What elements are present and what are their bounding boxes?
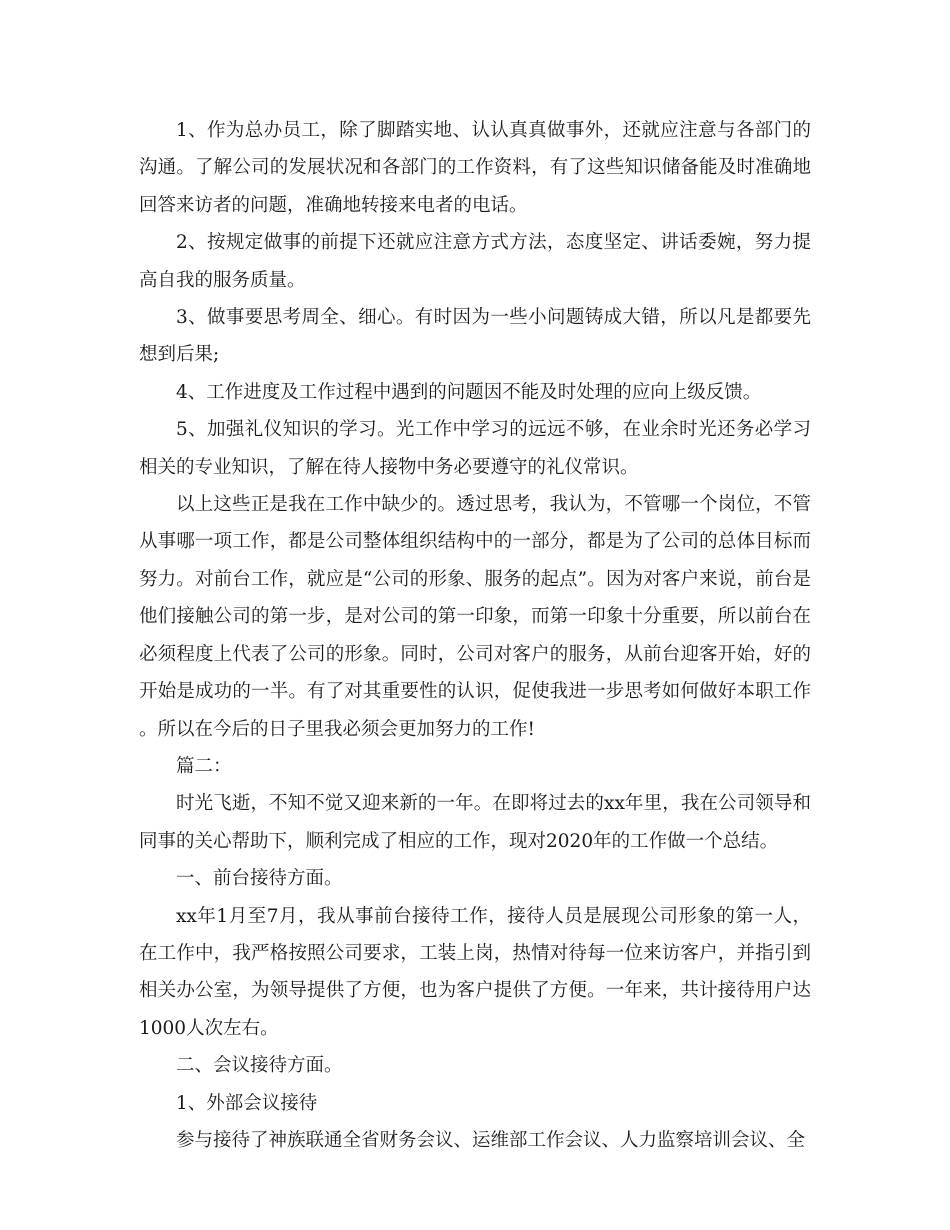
paragraph-reception: xx年1月至7月，我从事前台接待工作，接待人员是展现公司形象的第一人，在工作中，我严格按照公司要求，工装上岗，热情对待每一位来访客户，并指引到相关办公室，为领导提供了方便，也为客户提供了方便。一年来，共计接待用户达1000人次左右。 <box>139 905 811 1039</box>
section-heading-part-two: 篇二： <box>176 755 232 777</box>
paragraph-year-intro: 时光飞逝，不知不觉又迎来新的一年。在即将过去的xx年里，我在公司领导和同事的关心帮助下，顺利完成了相应的工作，现对2020年的工作做一个总结。 <box>139 793 811 852</box>
paragraph-reflection: 以上这些正是我在工作中缺少的。透过思考，我认为，不管哪一个岗位，不管从事哪一项工作，都是公司整体组织结构中的一部分，都是为了公司的总体目标而努力。对前台工作，就应是“公司的形象、服务的起点”。因为对客户来说，前台是他们接触公司的第一步，是对公司的第一印象，而第一印象十分重要，所以前台在必须程度上代表了公司的形象。同时，公司对客户的服务，从前台迎客开始，好的开始是成功的一半。有了对其重要性的认识，促使我进一步思考如何做好本职工作。所以在今后的日子里我必须会更加努力的工作! <box>139 494 811 740</box>
section-heading-reception: 一、前台接待方面。 <box>176 868 343 890</box>
paragraph-careful: 3、做事要思考周全、细心。有时因为一些小问题铸成大错，所以凡是都要先想到后果; <box>139 307 811 366</box>
paragraph-feedback: 4、工作进度及工作过程中遇到的问题因不能及时处理的应向上级反馈。 <box>176 381 762 403</box>
paragraph-communication: 1、作为总办员工，除了脚踏实地、认认真真做事外，还就应注意与各部门的沟通。了解公司的发展状况和各部门的工作资料，有了这些知识储备能及时准确地回答来访者的问题，准确地转接来电者的电话。 <box>139 120 811 216</box>
subsection-heading-external-meeting: 1、外部会议接待 <box>176 1092 318 1114</box>
paragraph-etiquette: 5、加强礼仪知识的学习。光工作中学习的远远不够，在业余时光还务必学习相关的专业知识，了解在待人接物中务必要遵守的礼仪常识。 <box>139 419 811 478</box>
document-body <box>139 112 811 1159</box>
section-heading-meeting: 二、会议接待方面。 <box>176 1055 343 1077</box>
paragraph-method: 2、按规定做事的前提下还就应注意方式方法，态度坚定、讲话委婉，努力提高自我的服务质量。 <box>139 232 811 291</box>
paragraph-external-meeting: 参与接待了神族联通全省财务会议、运维部工作会议、人力监察培训会议、全 <box>176 1129 806 1151</box>
